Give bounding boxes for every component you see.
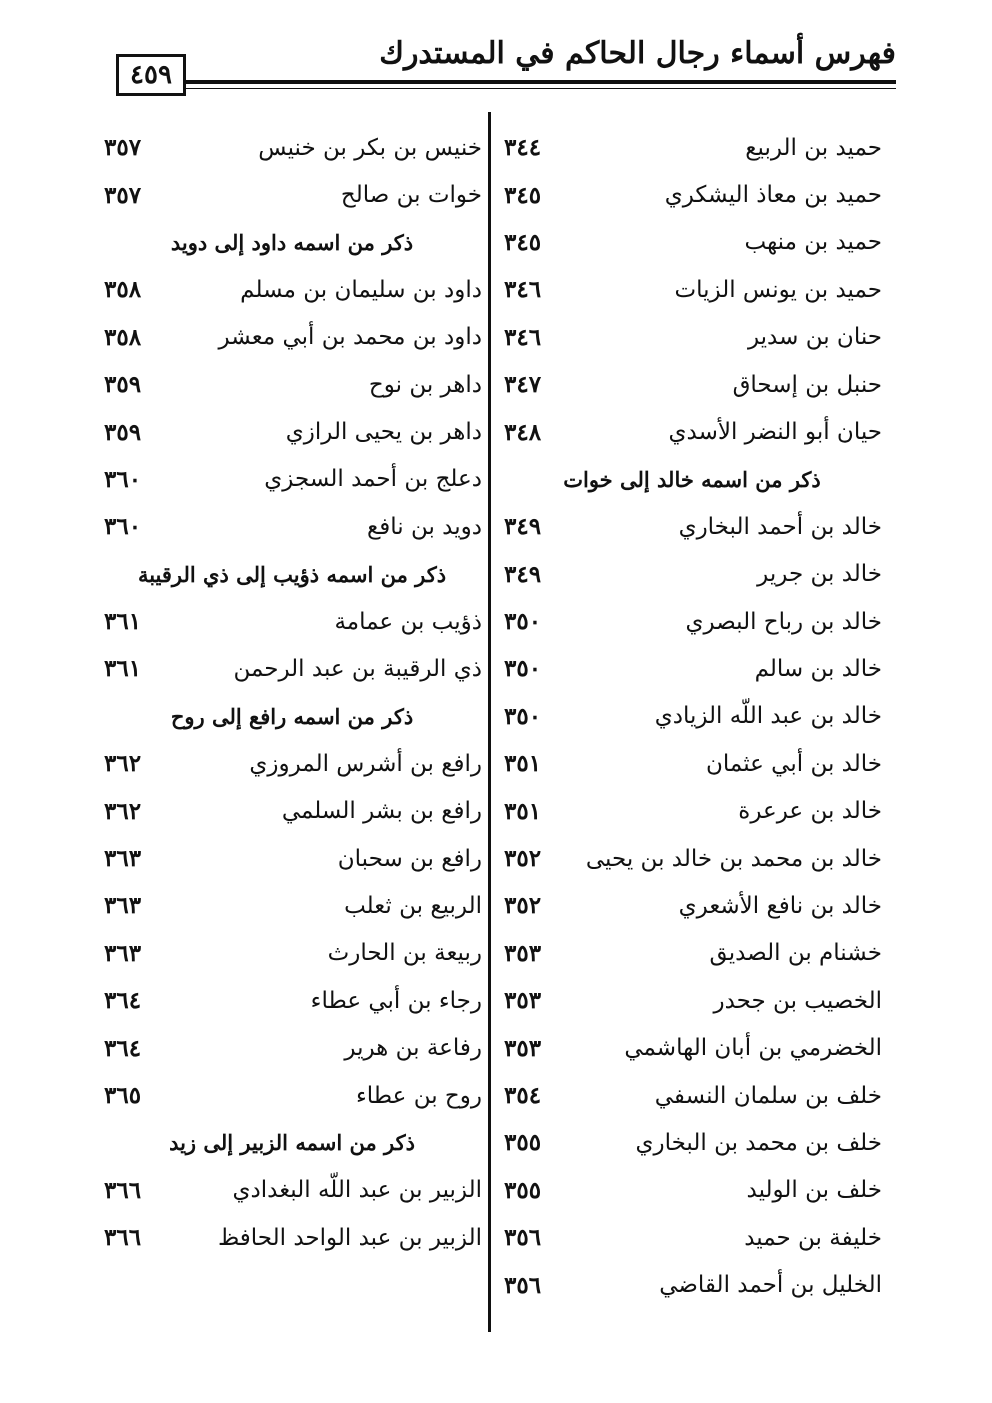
index-entry — [96, 266, 488, 313]
entry-page: ٣٤٥ — [504, 228, 542, 256]
section-heading: ذكر من اسمه الزبير إلى زيد — [169, 1130, 415, 1156]
index-column-right — [496, 124, 888, 1309]
entry-name: رفاعة بن هرير — [344, 1035, 482, 1062]
index-entry — [496, 1214, 888, 1261]
entry-page: ٣٦٦ — [104, 1176, 142, 1204]
index-entry — [96, 503, 488, 550]
entry-page: ٣٦٣ — [104, 939, 142, 967]
entry-page: ٣٥٧ — [104, 134, 142, 162]
entry-name: حميد بن الربيع — [745, 134, 882, 161]
entry-page: ٣٦١ — [104, 608, 142, 636]
page-title: فهرس أسماء رجال الحاكم في المستدرك — [379, 36, 896, 71]
index-entry — [496, 787, 888, 834]
entry-page: ٣٦٦ — [104, 1224, 142, 1252]
entry-name: حنان بن سدير — [747, 324, 882, 351]
entry-page: ٣٥٥ — [504, 1176, 542, 1204]
entry-name: خالد بن أبي عثمان — [706, 750, 882, 777]
entry-page: ٣٦٢ — [104, 797, 142, 825]
entry-page: ٣٥٦ — [504, 1224, 542, 1252]
index-entry — [496, 361, 888, 408]
entry-name: خلف بن سلمان النسفي — [654, 1082, 882, 1109]
index-entry — [496, 219, 888, 266]
entry-page: ٣٥٤ — [504, 1082, 542, 1109]
section-heading: ذكر من اسمه ذؤيب إلى ذي الرقيبة — [137, 561, 447, 587]
entry-page: ٣٥٩ — [104, 418, 142, 446]
entry-page: ٣٦٣ — [104, 845, 142, 873]
entry-name: رافع بن سحبان — [337, 845, 482, 872]
entry-page: ٣٥٢ — [504, 845, 542, 873]
entry-page: ٣٦٠ — [104, 465, 142, 493]
entry-name: ربيعة بن الحارث — [327, 940, 482, 967]
entry-page: ٣٥٠ — [504, 655, 542, 683]
entry-page: ٣٦٥ — [104, 1082, 142, 1109]
entry-page: ٣٦١ — [104, 655, 142, 683]
index-entry — [496, 266, 888, 313]
entry-page: ٣٥٠ — [504, 702, 542, 730]
entry-name: الزبير بن عبد اللّه البغدادي — [232, 1177, 482, 1204]
entry-name: داهر بن يحيى الرازي — [285, 419, 482, 446]
entry-name: خنيس بن بكر بن خنيس — [258, 134, 482, 161]
index-entry — [496, 503, 888, 550]
entry-page: ٣٥٩ — [104, 371, 142, 399]
section-heading: ذكر من اسمه خالد إلى خوات — [563, 466, 821, 492]
index-entry — [96, 835, 488, 882]
index-entry — [496, 930, 888, 977]
entry-name: داود بن محمد بن أبي معشر — [218, 324, 482, 351]
entry-page: ٣٤٩ — [504, 560, 542, 588]
index-entry — [96, 124, 488, 171]
entry-name: ذي الرقيبة بن عبد الرحمن — [233, 655, 482, 682]
entry-name: الزبير بن عبد الواحد الحافظ — [217, 1224, 482, 1251]
entry-name: خالد بن سالم — [754, 655, 882, 682]
entry-name: الخصيب بن جحدر — [713, 987, 882, 1014]
page-number: ٤٥٩ — [116, 54, 186, 96]
entry-page: ٣٦٠ — [104, 513, 142, 541]
index-entry — [96, 882, 488, 929]
entry-name: خالد بن أحمد البخاري — [678, 513, 882, 540]
entry-page: ٣٥٢ — [504, 892, 542, 920]
entry-page: ٣٥٣ — [504, 1034, 542, 1062]
entry-name: خشنام بن الصديق — [709, 940, 882, 967]
entry-page: ٣٤٦ — [504, 323, 542, 351]
index-entry — [496, 835, 888, 882]
entry-page: ٣٤٨ — [504, 418, 542, 446]
index-entry — [96, 740, 488, 787]
entry-name: حنبل بن إسحاق — [732, 371, 882, 398]
entry-page: ٣٦٤ — [104, 987, 142, 1015]
index-entry — [496, 1072, 888, 1119]
index-entry — [496, 740, 888, 787]
index-entry — [96, 456, 488, 503]
entry-name: الخليل بن أحمد القاضي — [659, 1272, 882, 1299]
entry-page: ٣٤٧ — [504, 371, 542, 399]
entry-name: خالد بن رباح البصري — [685, 608, 882, 635]
index-entry — [496, 171, 888, 218]
entry-name: خلف بن محمد بن البخاري — [635, 1129, 882, 1156]
index-entry — [496, 1024, 888, 1071]
entry-name: روح بن عطاء — [355, 1082, 482, 1109]
index-entry — [96, 1167, 488, 1214]
entry-name: الربيع بن ثعلب — [344, 892, 482, 919]
entry-name: رافع بن بشر السلمي — [281, 798, 482, 825]
index-entry — [496, 645, 888, 692]
index-entry — [496, 598, 888, 645]
index-entry — [496, 882, 888, 929]
index-entry — [96, 645, 488, 692]
index-entry — [496, 1167, 888, 1214]
index-entry — [96, 314, 488, 361]
entry-name: داود بن سليمان بن مسلم — [240, 276, 482, 303]
index-entry — [496, 1119, 888, 1166]
entry-page: ٣٥٣ — [504, 939, 542, 967]
entry-page: ٣٥٣ — [504, 987, 542, 1015]
index-entry — [96, 361, 488, 408]
entry-page: ٣٤٤ — [504, 134, 542, 162]
section-heading: ذكر من اسمه داود إلى دويد — [170, 229, 414, 255]
entry-name: حيان أبو النضر الأسدي — [668, 419, 882, 446]
entry-name: الخضرمي بن أبان الهاشمي — [624, 1035, 882, 1062]
header-rule-thin — [186, 88, 896, 89]
index-entry — [96, 930, 488, 977]
index-entry — [496, 408, 888, 455]
entry-name: دويد بن نافع — [367, 513, 482, 540]
entry-page: ٣٤٩ — [504, 513, 542, 541]
index-entry — [96, 787, 488, 834]
index-entry — [496, 551, 888, 598]
section-heading: ذكر من اسمه رافع إلى روح — [170, 703, 414, 729]
index-entry — [96, 408, 488, 455]
index-entry — [496, 977, 888, 1024]
entry-name: خلف بن الوليد — [746, 1177, 882, 1204]
index-entry — [96, 1024, 488, 1071]
index-entry — [496, 314, 888, 361]
entry-name: خوات بن صالح — [340, 182, 482, 209]
entry-page: ٣٦٢ — [104, 750, 142, 778]
index-column-left — [96, 124, 488, 1261]
entry-page: ٣٥٥ — [504, 1129, 542, 1157]
entry-name: حميد بن منهب — [744, 229, 882, 256]
entry-page: ٣٥٨ — [104, 276, 142, 304]
header-rule — [186, 80, 896, 84]
entry-name: رجاء بن أبي عطاء — [310, 987, 482, 1014]
entry-page: ٣٤٦ — [504, 276, 542, 304]
entry-name: خالد بن عبد اللّه الزيادي — [654, 703, 882, 730]
entry-name: خليفة بن حميد — [744, 1224, 882, 1251]
entry-page: ٣٥٦ — [504, 1271, 542, 1299]
index-entry — [496, 693, 888, 740]
index-entry — [96, 598, 488, 645]
entry-name: خالد بن جرير — [757, 561, 882, 588]
index-entry — [96, 977, 488, 1024]
index-entry — [496, 124, 888, 171]
entry-page: ٣٥١ — [504, 750, 542, 778]
index-entry — [96, 1214, 488, 1261]
entry-name: دعلج بن أحمد السجزي — [264, 466, 482, 493]
entry-page: ٣٦٤ — [104, 1034, 142, 1062]
entry-name: حميد بن يونس الزيات — [674, 276, 882, 303]
entry-name: حميد بن معاذ اليشكري — [664, 182, 882, 209]
entry-name: ذؤيب بن عمامة — [334, 608, 482, 635]
entry-page: ٣٥٨ — [104, 323, 142, 351]
entry-name: داهر بن نوح — [368, 371, 482, 398]
entry-page: ٣٦٣ — [104, 892, 142, 920]
entry-name: رافع بن أشرس المروزي — [249, 750, 482, 777]
entry-page: ٣٥١ — [504, 797, 542, 825]
entry-page: ٣٥٠ — [504, 608, 542, 636]
index-entry — [96, 171, 488, 218]
entry-name: خالد بن محمد بن خالد بن يحيى — [585, 845, 882, 872]
index-entry — [496, 1261, 888, 1308]
entry-name: خالد بن نافع الأشعري — [678, 892, 882, 919]
column-divider — [488, 112, 491, 1332]
entry-name: خالد بن عرعرة — [738, 798, 882, 825]
entry-page: ٣٥٧ — [104, 181, 142, 209]
index-entry — [96, 1072, 488, 1119]
entry-page: ٣٤٥ — [504, 181, 542, 209]
